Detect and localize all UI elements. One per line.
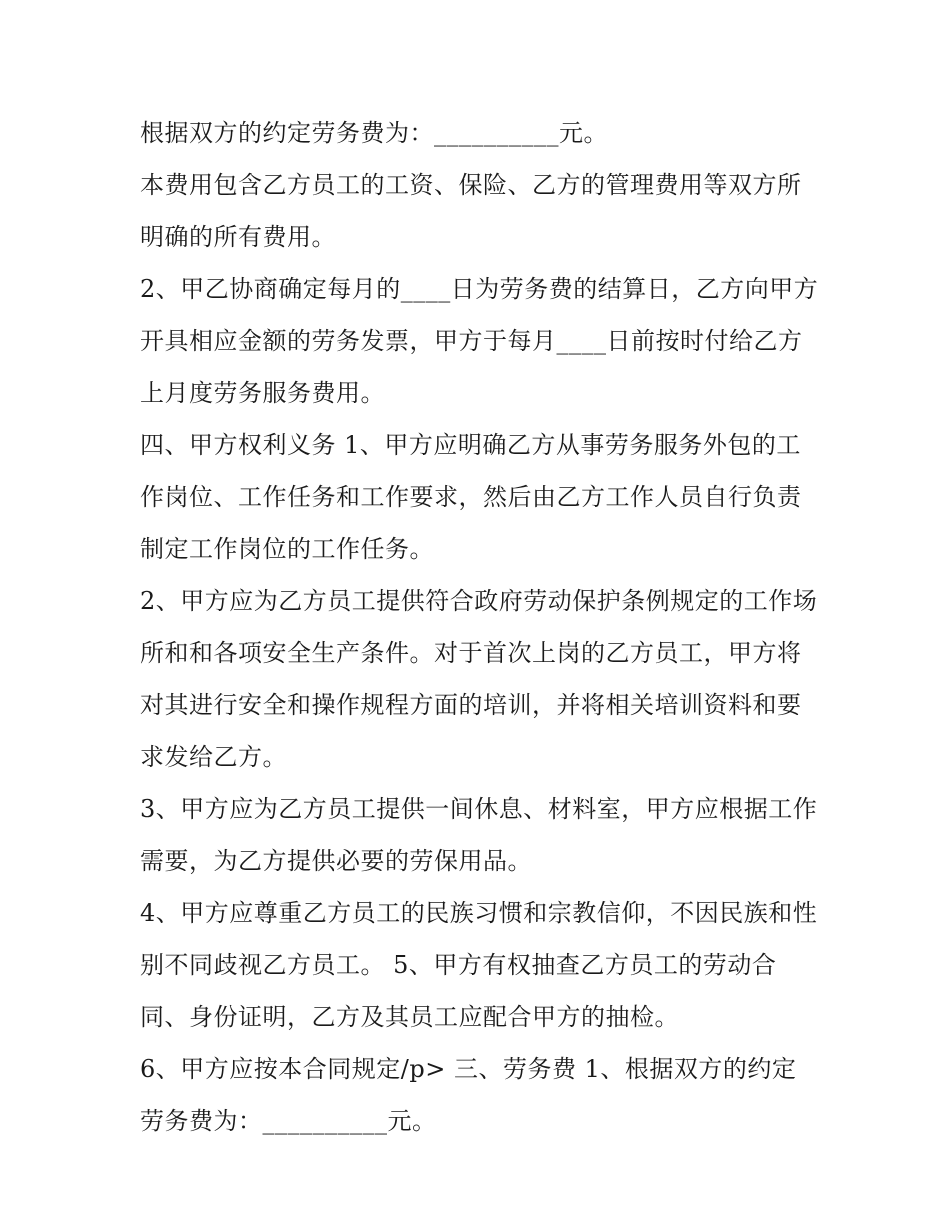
paragraph-fee-amount: 根据双方的约定劳务费为：__________元。 xyxy=(140,119,608,147)
paragraph-respect-customs: 4、甲方应尊重乙方员工的民族习惯和宗教信仰，不因民族和性别不同歧视乙方员工。 5、甲方有权抽查乙方员工的劳动合同、身份证明，乙方及其员工应配合甲方的抽检。 xyxy=(140,899,818,1031)
paragraph-settlement: 2、甲乙协商确定每月的____日为劳务费的结算日，乙方向甲方开具相应金额的劳务发票，甲方于每月____日前按时付给乙方上月度劳务服务费用。 xyxy=(140,275,819,407)
paragraph-fee-scope: 本费用包含乙方员工的工资、保险、乙方的管理费用等双方所明确的所有费用。 xyxy=(140,171,802,251)
paragraph-contract-fee: 6、甲方应按本合同规定/p> 三、劳务费 1、根据双方的约定劳务费为：__________元。 xyxy=(140,1055,797,1135)
paragraph-rest-room: 3、甲方应为乙方员工提供一间休息、材料室，甲方应根据工作需要，为乙方提供必要的劳保用品。 xyxy=(140,795,818,875)
paragraph-party-a-rights: 四、甲方权利义务 1、甲方应明确乙方从事劳务服务外包的工作岗位、工作任务和工作要求，然后由乙方工作人员自行负责制定工作岗位的工作任务。 xyxy=(140,431,802,563)
paragraph-workplace-safety: 2、甲方应为乙方员工提供符合政府劳动保护条例规定的工作场所和和各项安全生产条件。对于首次上岗的乙方员工，甲方将对其进行安全和操作规程方面的培训，并将相关培训资料和要求发给乙方。 xyxy=(140,587,818,771)
